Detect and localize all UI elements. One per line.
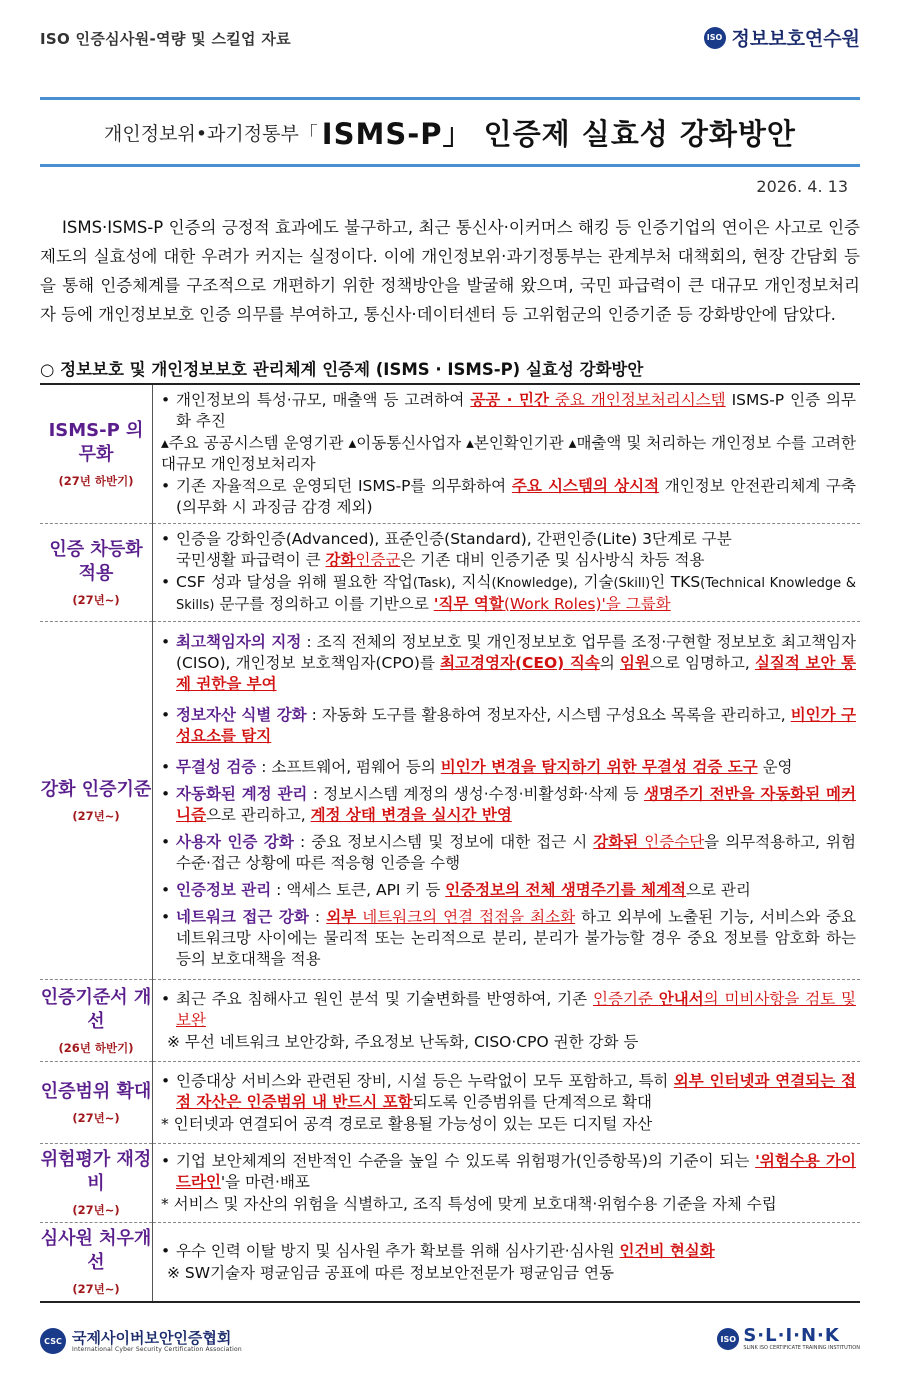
csc-logo-icon: CSC — [40, 1328, 66, 1354]
row-period: (26년 하반기) — [58, 1040, 134, 1055]
title-box — [40, 97, 860, 167]
row-content: • 기업 보안체계의 전반적인 수준을 높일 수 있도록 위험평가(인증항목)의 기준이 되는 '위험수용 가이드라인'을 마련·배포 * 서비스 및 자산의 위험을 식별하고, 조직 특성에 맞게 보호대책·위험수용 기준을 자체 수립 — [153, 1144, 861, 1223]
row-content: • 최고책임자의 지정 : 조직 전체의 정보보호 및 개인정보보호 업무를 조정·구현할 정보보호 최고책임자(CISO), 개인정보 보호책임자(CPO)를 최고경영자(CEO) 직속의 임원으로 임명하고, 실질적 보안 통제 권한을 부여 • 정보자산 식별 강화 : 자동화 도구를 활용하여 정보자산, 시스템 구성요소 목록을 관리하고, 비인가 구성요소를 탐지 • 무결성 검증 : 소프트웨어, 펌웨어 등의 비인가 변경을 탐지하기 위한 무결성 검증 도구 운영 • 자동화된 계정 관리 : 정보시스템 계정의 생성·수정·비활성화·삭제 등 생명주기 전반을 자동화된 메커니즘으로 관리하고, 계정 상태 변경을 실시간 반영 • 사용자 인증 강화 : 중요 정보시스템 및 정보에 대한 접근 시 강화된 인증수단을 의무적용하고, 위험 수준·접근 상황에 따른 적응형 인증을 수행 • 인증정보 관리 : 액세스 토큰, API 키 등 인증정보의 전체 생명주기를 체계적으로 관리 • 네트워크 접근 강화 : 외부 네트워크의 연결 접점을 최소화 하고 외부에 노출된 기능, 서비스와 중요 네트워크망 사이에는 물리적 또는 논리적으로 분리, 분리가 불가능할 경우 중요 정보를 암호화 하는 등의 보호대책을 적용 — [153, 622, 861, 980]
row-label-cell — [40, 1062, 153, 1144]
header-org — [704, 24, 860, 51]
table-row — [40, 980, 860, 1062]
row-period: (27년~) — [72, 1282, 120, 1296]
measures-table — [40, 383, 860, 1303]
row-content: • 인증대상 서비스와 관련된 장비, 시설 등은 누락없이 모두 포함하고, 특히 외부 인터넷과 연결되는 접점 자산은 인증범위 내 반드시 포함되도록 인증범위를 단계적으로 확대 * 인터넷과 연결되어 공격 경로로 활용될 가능성이 있는 모든 디지털 자산 — [153, 1062, 861, 1144]
row-label-cell — [40, 524, 153, 622]
row-label-cell — [40, 622, 153, 980]
row-period: (27년~) — [72, 808, 120, 823]
iso-logo-icon: ISO — [717, 1328, 739, 1350]
row-period: (27년 하반기) — [58, 474, 134, 488]
row-period: (27년~) — [72, 1203, 120, 1217]
row-label: 인증기준서 개선 — [40, 986, 152, 1032]
footer-slink-name: S·L·I·N·K — [743, 1325, 840, 1346]
row-label-cell — [40, 384, 153, 524]
row-label: 위험평가 재정비 — [40, 1149, 152, 1194]
document-date: 2026. 4. 13 — [756, 177, 848, 196]
table-row — [40, 622, 860, 980]
row-period: (27년~) — [72, 1110, 120, 1125]
table-row — [40, 1223, 860, 1303]
row-label: ISMS-P 의무화 — [48, 420, 144, 465]
footer-association — [40, 1328, 242, 1354]
row-label: 심사원 처우개선 — [40, 1228, 152, 1273]
row-label: 인증 차등화 적용 — [49, 538, 143, 584]
footer-slink — [717, 1327, 860, 1351]
header-org-name: 정보보호연수원 — [731, 28, 860, 50]
header-doc-label: ISO 인증심사원-역량 및 스킬업 자료 — [40, 30, 291, 48]
intro-paragraph: ISMS·ISMS-P 인증의 긍정적 효과에도 불구하고, 최근 통신사·이커머스 해킹 등 인증기업의 연이은 사고로 인증제도의 실효성에 대한 우려가 커지는 실정이다. 이에 개인정보위·과기정통부는 관계부처 대책회의, 현장 간담회 등을 통해 인증체계를 구조적으로 개편하기 위한 정책방안을 발굴해 왔으며, 국민 파급력이 큰 대규모 개인정보처리자 등에 개인정보보호 인증 의무를 부여하고, 통신사·데이터센터 등 고위험군의 인증기준 등 강화방안에 담았다. — [40, 218, 860, 324]
row-label-cell — [40, 1144, 153, 1223]
title-prefix: 개인정보위•과기정통부「 — [104, 122, 318, 145]
table-row — [40, 524, 860, 622]
row-label: 인증범위 확대 — [40, 1080, 152, 1102]
table-row — [40, 1062, 860, 1144]
row-content: • 우수 인력 이탈 방지 및 심사원 추가 확보를 위해 심사기관·심사원 인건비 현실화 ※ SW기술자 평균임금 공표에 따른 정보보안전문가 평균임금 연동 — [153, 1223, 861, 1303]
footer-association-name: 국제사이버보안인증협회 — [72, 1328, 232, 1347]
table-row — [40, 1144, 860, 1223]
row-period: (27년~) — [72, 592, 120, 607]
footer-slink-sub: SLINK ISO CERTIFICATE TRAINING INSTITUTION — [743, 1345, 860, 1351]
row-label: 강화 인증기준 — [40, 778, 152, 800]
iso-logo-icon: ISO — [704, 27, 726, 49]
page-title: ISMS-P」 인증제 실효성 강화방안 — [321, 116, 796, 151]
row-label-cell — [40, 1223, 153, 1303]
row-content: • 최근 주요 침해사고 원인 분석 및 기술변화를 반영하여, 기존 인증기준 안내서의 미비사항을 검토 및 보완 ※ 무선 네트워크 보안강화, 주요정보 난독화, CISO·CPO 권한 강화 등 — [153, 980, 861, 1062]
row-label-cell — [40, 980, 153, 1062]
row-content: • 개인정보의 특성·규모, 매출액 등 고려하여 공공 · 민간 중요 개인정보처리시스템 ISMS-P 인증 의무화 추진 ▴주요 공공시스템 운영기관 ▴이동통신사업자 ▴본인확인기관 ▴매출액 및 처리하는 개인정보 수를 고려한 대규모 개인정보처리자 • 기존 자율적으로 운영되던 ISMS-P를 의무화하여 주요 시스템의 상시적 개인정보 안전관리체계 구축 (의무화 시 과징금 감경 제외) — [153, 384, 861, 524]
row-content: • 인증을 강화인증(Advanced), 표준인증(Standard), 간편인증(Lite) 3단계로 구분 국민생활 파급력이 큰 강화인증군은 기존 대비 인증기준 및 심사방식 차등 적용 • CSF 성과 달성을 위해 필요한 작업(Task), 지식(Knowledge), 기술(Skill)인 TKS(Technical Knowledge & Skills) 문구를 정의하고 이를 기반으로 '직무 역할(Work Roles)'을 그룹화 — [153, 524, 861, 622]
footer-association-en: International Cyber Security Certification Association — [72, 1345, 242, 1353]
table-row — [40, 384, 860, 524]
section-heading: ○ 정보보호 및 개인정보보호 관리체계 인증제 (ISMS · ISMS-P) 실효성 강화방안 — [40, 360, 644, 379]
